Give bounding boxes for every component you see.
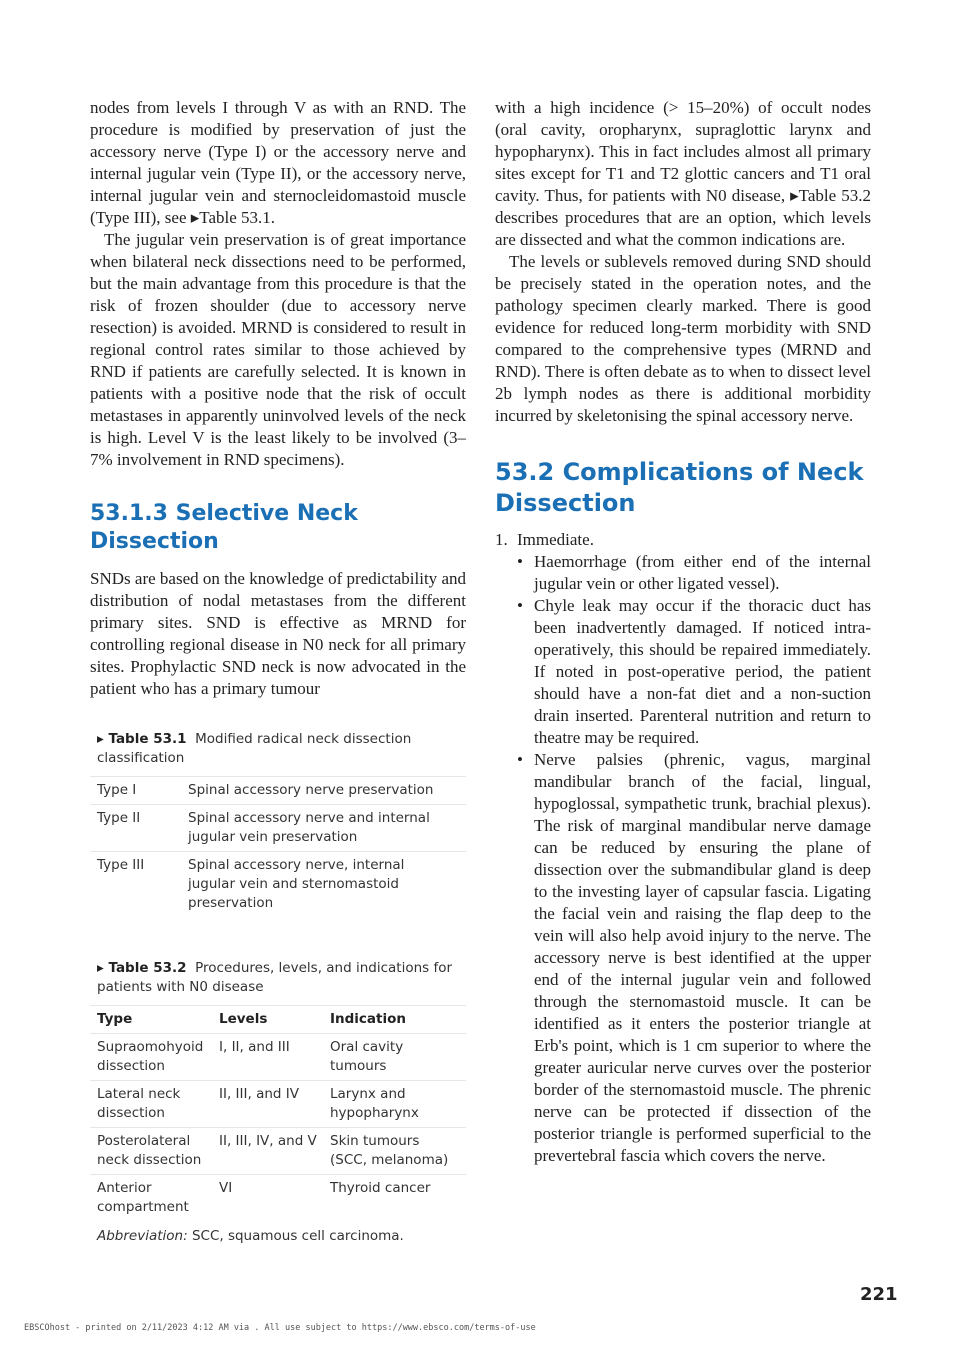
table-cell: Type II (97, 810, 141, 826)
bullet-text: Chyle leak may occur if the thoracic duct has been inadvertently damaged. If noticed intra-operatively, this should be repaired immediately. If noted in post-operative period, the patient should have a non-fat diet and a non-suction drain inserted. Parenteral nutrition and return to theatre may be required. (534, 596, 871, 747)
paragraph: nodes from levels I through V as with an RND. The procedure is modified by preservation of just the accessory nerve (Type I) or the accessory nerve and internal jugular vein (Type II), or the accessory nerve, internal jugular vein and sternocleidomastoid muscle (Type III), see ▸Table 53.1. (90, 98, 466, 227)
table-row (90, 776, 466, 804)
table-row (90, 851, 466, 917)
complications-list (495, 529, 871, 1167)
abbreviation-label: Abbreviation: (97, 1228, 188, 1244)
table-cell: I, II, and III (219, 1039, 290, 1055)
table-caption-text: Procedures, levels, and indications for patients with N0 disease (97, 960, 453, 995)
print-footer: EBSCOhost - printed on 2/11/2023 4:12 AM via . All use subject to https://www.ebsco.com/terms-of-use (24, 1323, 536, 1333)
page-number: 221 (860, 1284, 898, 1305)
table-cell: Type I (97, 782, 137, 798)
table-cell: Anterior compartment (97, 1180, 189, 1215)
table-caption-text: Modified radical neck dissection classification (97, 731, 412, 766)
bullet-item (515, 595, 871, 749)
bullet-text: Haemorrhage (from either end of the internal jugular vein or other ligated vessel). (534, 552, 871, 593)
paragraph: The jugular vein preservation is of great importance when bilateral neck dissections need to be performed, but the main advantage from this procedure is that the risk of frozen shoulder (due to accessory nerve resection) is avoided. MRND is considered to result in regional control rates similar to those achieved by RND if patients are carefully selected. It is known in patients with a positive node that the risk of occult metastases in apparently uninvolved levels of the neck is high. Level V is the least likely to be involved (3–7% involvement in RND specimens). (90, 230, 466, 469)
bullet-item (515, 551, 871, 595)
table-header-row (90, 1005, 466, 1033)
table-row (90, 1127, 466, 1174)
bullet-icon: • (517, 596, 523, 615)
table-abbreviation (97, 1227, 466, 1246)
table-cell: II, III, and IV (219, 1086, 299, 1102)
table-label: ▸ Table 53.2 (97, 960, 187, 976)
list-item (495, 529, 871, 1167)
right-column (495, 97, 871, 1167)
table-cell: Type III (97, 857, 145, 873)
table-cell: Spinal accessory nerve, internal jugular vein and sternomastoid preservation (188, 857, 405, 911)
table-cell: II, III, IV, and V (219, 1133, 317, 1149)
list-title: Immediate. (517, 530, 594, 549)
table-header: Type (97, 1011, 133, 1027)
table-cell: Skin tumours (SCC, melanoma) (330, 1133, 449, 1168)
table-cell: Supraomohyoid dissection (97, 1039, 204, 1074)
table-cell: Spinal accessory nerve and internal jugular vein preservation (188, 810, 430, 845)
bullet-item (515, 749, 871, 1167)
table-53-1 (90, 730, 466, 917)
left-column (90, 97, 466, 1246)
section-heading: 53.2 Complications of Neck Dissection (495, 458, 864, 517)
table-cell: VI (219, 1180, 233, 1196)
section-heading: 53.1.3 Selective Neck Dissection (90, 501, 358, 554)
bullet-icon: • (517, 552, 523, 571)
table-caption (97, 959, 466, 997)
table-row (90, 1174, 466, 1221)
table-cell: Lateral neck dissection (97, 1086, 181, 1121)
table-header: Indication (330, 1011, 407, 1027)
table-row (90, 804, 466, 851)
table-cell: Thyroid cancer (330, 1180, 431, 1196)
abbreviation-text: SCC, squamous cell carcinoma. (191, 1228, 404, 1244)
list-number: 1. (495, 530, 508, 549)
paragraph: with a high incidence (> 15–20%) of occult nodes (oral cavity, oropharynx, supraglottic larynx and hypopharynx). This in fact includes almost all primary sites except for T1 and T2 glottic cancers and T1 oral cavity. Thus, for patients with N0 disease, ▸Table 53.2 describes procedures that are an option, which levels are dissected and what the common indications are. (495, 98, 871, 249)
bullet-list (495, 551, 871, 1167)
table-cell: Oral cavity tumours (330, 1039, 404, 1074)
bullet-icon: • (517, 750, 523, 769)
paragraph: SNDs are based on the knowledge of predictability and distribution of nodal metastases from the different primary sites. SND is effective as MRND for controlling regional disease in N0 neck for all primary sites. Prophylactic SND neck is now advocated in the patient who has a primary tumour (90, 569, 466, 698)
paragraph: The levels or sublevels removed during SND should be precisely stated in the operation notes, and the pathology specimen clearly marked. There is good evidence for reduced long-term morbidity with SND compared to the comprehensive types (MRND and RND). There is often debate as to when to dissect level 2b lymph nodes as there is additional morbidity incurred by skeletonising the spinal accessory nerve. (495, 252, 871, 425)
table-label: ▸ Table 53.1 (97, 731, 187, 747)
table-53-2 (90, 959, 466, 1246)
table-caption (97, 730, 466, 768)
table-row (90, 1080, 466, 1127)
table-cell: Posterolateral neck dissection (97, 1133, 202, 1168)
bullet-text: Nerve palsies (phrenic, vagus, marginal mandibular branch of the facial, lingual, hypoglossal, sympathetic trunk, brachial plexus). The risk of marginal mandibular nerve damage can be reduced by ensuring the plane of dissection over the submandibular gland is deep to the investing layer of capsular fascia. Ligating the facial vein and raising the flap deep to the vein will also help avoid injury to the nerve. The accessory nerve is best identified at the upper end of the internal jugular vein and followed through the sternomastoid muscle. It can be identified as it enters the posterior triangle at Erb's point, which is 1 cm superior to where the greater auricular nerve curves over the posterior border of the sternomastoid muscle. The phrenic nerve can be protected if dissection of the posterior triangle is performed superficial to the prevertebral fascia which covers the nerve. (534, 750, 871, 1165)
table-cell: Spinal accessory nerve preservation (188, 782, 434, 798)
table-cell: Larynx and hypopharynx (330, 1086, 419, 1121)
table-header: Levels (219, 1011, 268, 1027)
table-row (90, 1033, 466, 1080)
